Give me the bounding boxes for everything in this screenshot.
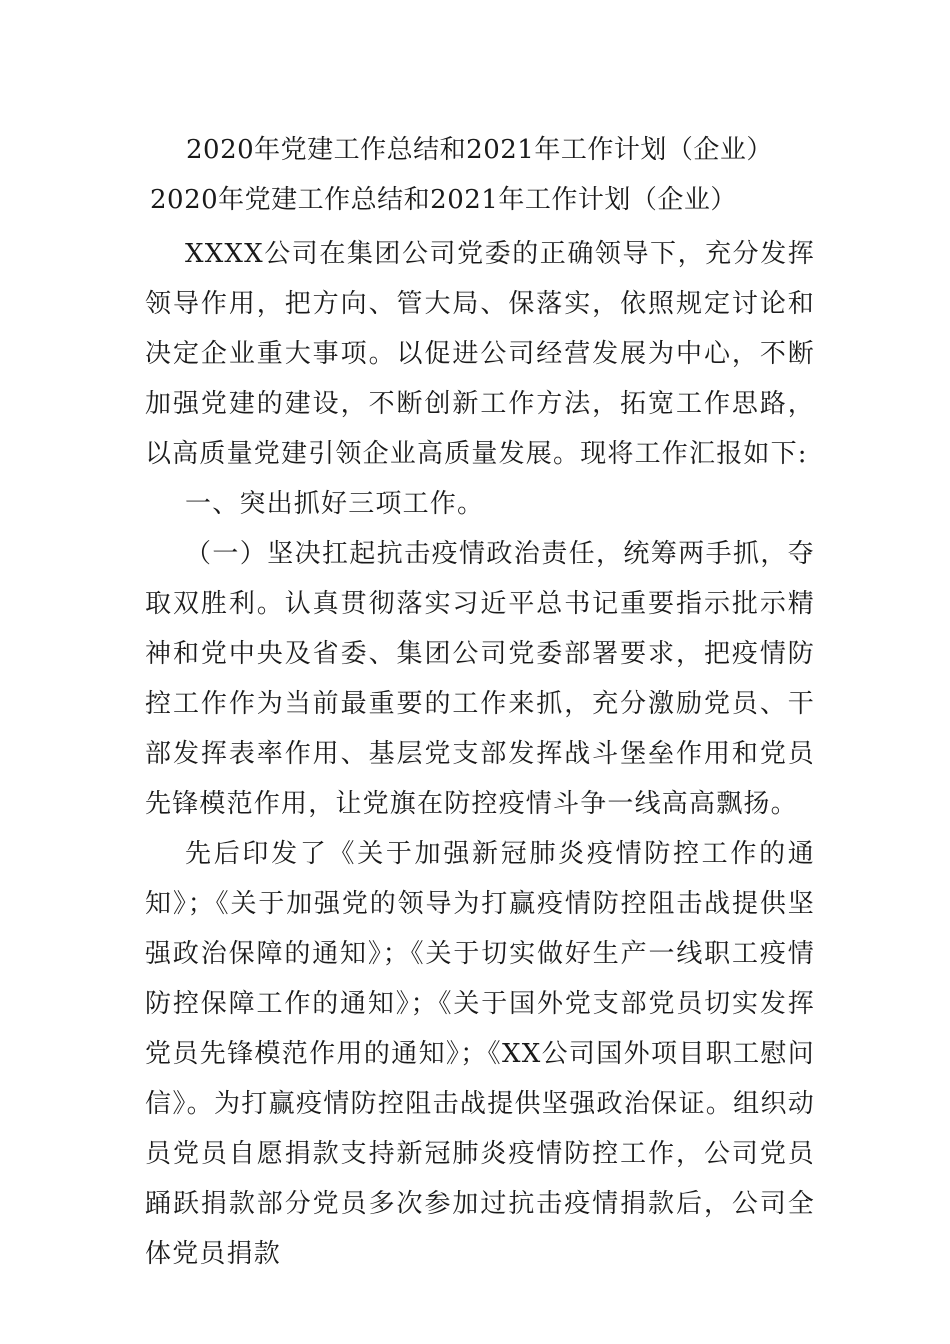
document-title: 2020年党建工作总结和2021年工作计划（企业） [186, 135, 773, 165]
document-body [145, 229, 815, 1279]
paragraph-notices: 先后印发了《关于加强新冠肺炎疫情防控工作的通知》；《关于加强党的领导为打赢疫情防控阻击战提供坚强政治保障的通知》；《关于切实做好生产一线职工疫情防控保障工作的通知》；《关于国外党支部党员切实发挥党员先锋模范作用的通知》；《XX公司国外项目职工慰问信》。为打赢疫情防控阻击战提供坚强政治保证。组织动员党员自愿捐款支持新冠肺炎疫情防控工作，公司党员踊跃捐款部分党员多次参加过抗击疫情捐款后，公司全体党员捐款 [145, 839, 815, 1269]
document-subtitle: 2020年党建工作总结和2021年工作计划（企业） [150, 185, 737, 215]
paragraph-intro: XXXX公司在集团公司党委的正确领导下，充分发挥领导作用，把方向、管大局、保落实，依照规定讨论和决定企业重大事项。以促进公司经营发展为中心，不断加强党建的建设，不断创新工作方法，拓宽工作思路，以高质量党建引领企业高质量发展。现将工作汇报如下: [145, 239, 815, 469]
section-heading-1: 一、突出抓好三项工作。 [185, 489, 485, 519]
paragraph-epidemic-response: （一）坚决扛起抗击疫情政治责任，统筹两手抓，夺取双胜利。认真贯彻落实习近平总书记重要指示批示精神和党中央及省委、集团公司党委部署要求，把疫情防控工作作为当前最重要的工作来抓，充分激励党员、干部发挥表率作用、基层党支部发挥战斗堡垒作用和党员先锋模范作用，让党旗在防控疫情斗争一线高高飘扬。 [145, 539, 815, 819]
